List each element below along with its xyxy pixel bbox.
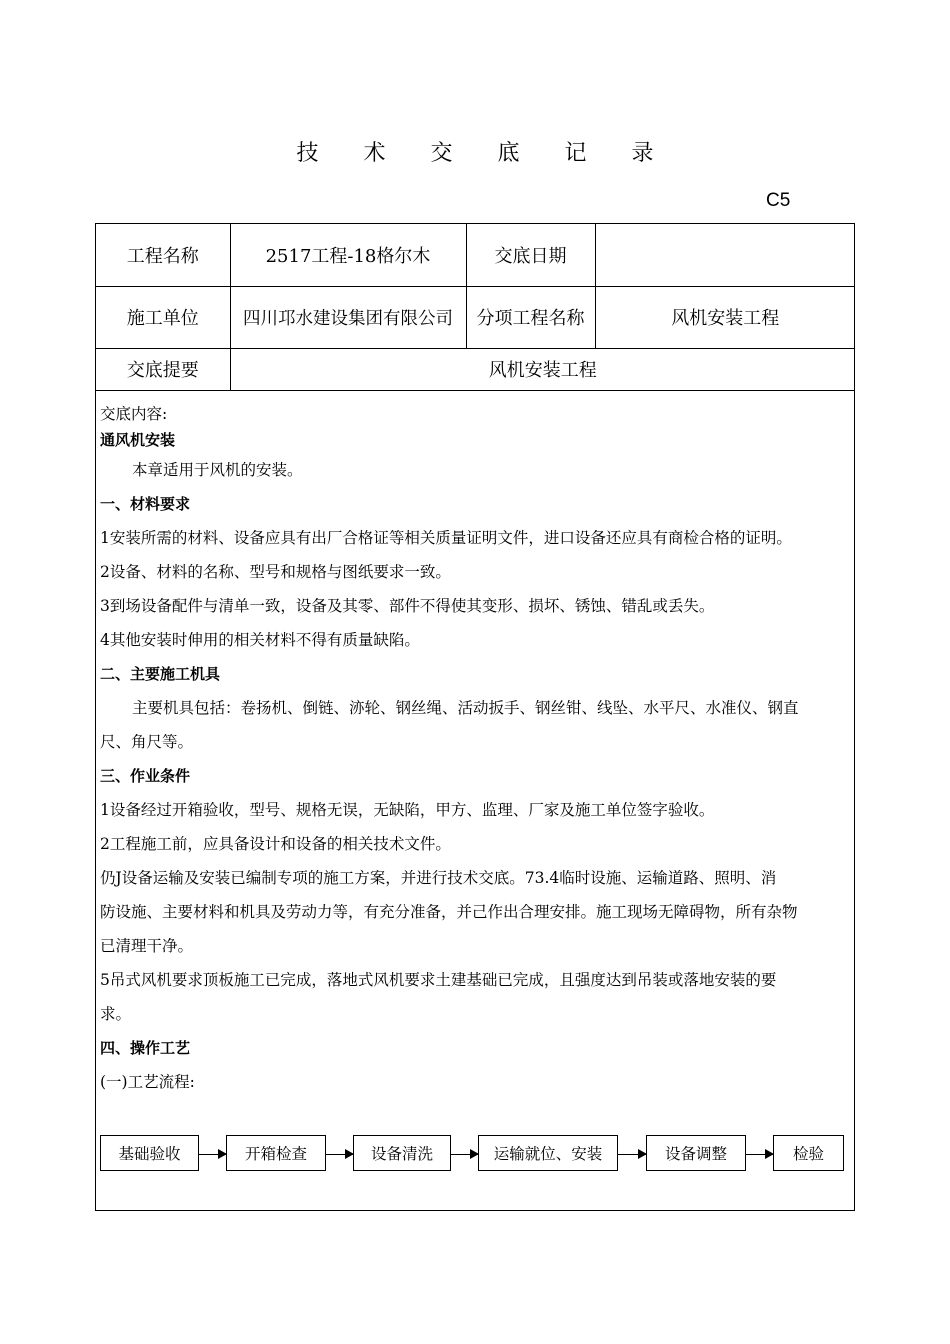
flow-arrow xyxy=(326,1154,353,1155)
project-name-label: 工程名称 xyxy=(96,224,230,286)
section-3-line: 防设施、主要材料和机具及劳动力等，有充分准备，并己作出合理安排。施工现场无障碍物，所有杂物 xyxy=(100,903,798,921)
section-3-line: 1设备经过开箱验收，型号、规格无误，无缺陷，甲方、监理、厂家及施工单位签字验收。 xyxy=(100,801,715,819)
section-1-item: 2设备、材料的名称、型号和规格与图纸要求一致。 xyxy=(100,563,451,581)
flow-step: 检验 xyxy=(773,1135,844,1171)
flow-step: 运输就位、安装 xyxy=(478,1135,618,1171)
section-2-text: 主要机具包括：卷扬机、倒链、洂轮、钢丝绳、活动扳手、钢丝钳、线坠、水平尺、水准仪、钢直 xyxy=(132,699,799,717)
subproject-label: 分项工程名称 xyxy=(466,286,595,348)
section-4-title: 四、操作工艺 xyxy=(100,1039,191,1057)
section-2-text: 尺、角尺等。 xyxy=(100,733,194,751)
section-1-item: 4其他安装时伸用的相关材料不得有质量缺陷。 xyxy=(100,631,420,649)
section-heading: 通风机安装 xyxy=(100,431,176,449)
section-1-item: 3到场设备配件与清单一致，设备及其零、部件不得使其变形、损坏、锈蚀、错乱或丢失。 xyxy=(100,597,715,615)
section-3-title: 三、作业条件 xyxy=(100,767,191,785)
flow-step: 开箱检查 xyxy=(226,1135,326,1171)
section-3-line: 2工程施工前，应具备设计和设备的相关技术文件。 xyxy=(100,835,451,853)
header-table xyxy=(96,224,855,391)
project-name-value: 2517工程-18格尔木 xyxy=(230,224,466,286)
section-3-line: 求。 xyxy=(100,1005,132,1023)
flow-step: 设备清洗 xyxy=(353,1135,451,1171)
summary-value: 风机安装工程 xyxy=(230,348,855,390)
unit-label: 施工单位 xyxy=(96,286,230,348)
date-label: 交底日期 xyxy=(466,224,595,286)
disclosure-content xyxy=(100,401,852,1099)
form-code: C5 xyxy=(766,190,791,211)
flow-step: 设备调整 xyxy=(646,1135,746,1171)
section-1-title: 一、材料要求 xyxy=(100,495,191,513)
intro-label: 交底内容: xyxy=(100,405,168,423)
section-3-line: 仍J设备运输及安装已编制专项的施工方案，并进行技术交底。73.4临时设施、运输道路、照明、消 xyxy=(100,869,777,887)
section-3-line: 已清理干净。 xyxy=(100,937,194,955)
scope-text: 本章适用于风机的安装。 xyxy=(132,461,303,479)
section-2-title: 二、主要施工机具 xyxy=(100,665,221,683)
flow-arrow xyxy=(618,1154,646,1155)
flow-arrow xyxy=(746,1154,773,1155)
subproject-value: 风机安装工程 xyxy=(595,286,855,348)
date-value xyxy=(595,224,855,286)
document-title: 技 术 交 底 记 录 xyxy=(296,141,673,166)
flow-arrow xyxy=(451,1154,478,1155)
flow-step: 基础验收 xyxy=(100,1135,199,1171)
disclosure-form xyxy=(95,223,855,1211)
unit-value: 四川邛水建设集团有限公司 xyxy=(230,286,466,348)
section-3-line: 5吊式风机要求顶板施工已完成，落地式风机要求土建基础已完成，且强度达到吊装或落地安装的要 xyxy=(100,971,777,989)
section-1-item: 1安装所需的材料、设备应具有出厂合格证等相关质量证明文件，进口设备还应具有商检合格的证明。 xyxy=(100,529,792,547)
summary-label: 交底提要 xyxy=(96,348,230,390)
flow-arrow xyxy=(199,1154,226,1155)
section-4-subtitle: (一)工艺流程: xyxy=(100,1073,195,1091)
